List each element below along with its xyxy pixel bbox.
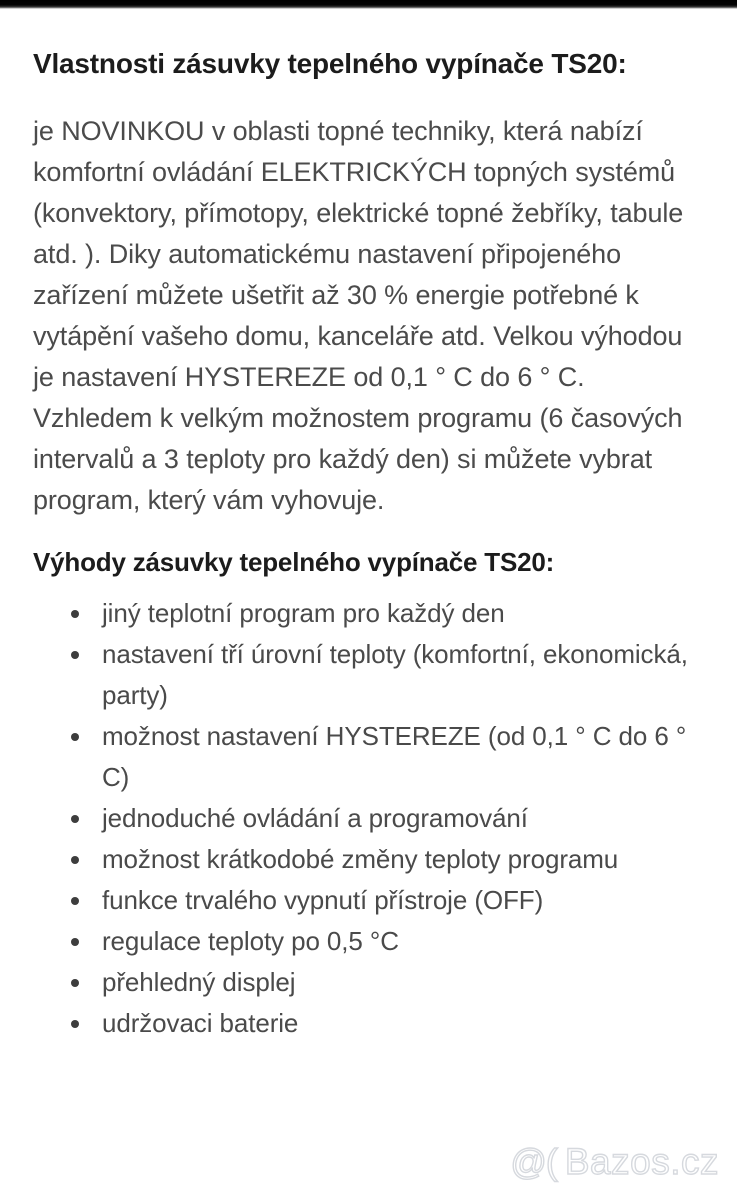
bullet-icon [71, 979, 79, 987]
bullet-icon [71, 1020, 79, 1028]
list-item-label: jiný teplotní program pro každý den [102, 598, 505, 628]
bullet-icon [71, 733, 79, 741]
list-item-label: nastavení tří úrovní teploty (komfortní, ekonomická, party) [102, 639, 688, 710]
bullet-icon [71, 938, 79, 946]
list-item [33, 634, 704, 716]
bullet-icon [71, 815, 79, 823]
bullet-icon [71, 651, 79, 659]
list-item-label: možnost nastavení HYSTEREZE (od 0,1 ° C do 6 ° C) [102, 721, 687, 792]
product-description-page [0, 9, 737, 1200]
list-item-label: udržovaci baterie [102, 1008, 299, 1038]
bullet-icon [71, 897, 79, 905]
bullet-icon [71, 610, 79, 618]
intro-paragraph: je NOVINKOU v oblasti topné techniky, která nabízí komfortní ovládání ELEKTRICKÝCH topných systémů (konvektory, přímotopy, elektrické topné žebříky, tabule atd. ). Diky automatickému nastavení připojeného zařízení můžete ušetřit až 30 % energie potřebné k vytápění vašeho domu, kanceláře atd. Velkou výhodou je nastavení HYSTEREZE od 0,1 ° C do 6 ° C. Vzhledem k velkým možnostem programu (6 časových intervalů a 3 teploty pro každý den) si můžete vybrat program, který vám vyhovuje. [33, 116, 684, 515]
benefits-heading: Výhody zásuvky tepelného vypínače TS20: [33, 547, 555, 577]
list-item [33, 880, 704, 921]
top-edge-bar [0, 0, 737, 9]
at-sign-icon: @( [510, 1140, 557, 1182]
page-title: Vlastnosti zásuvky tepelného vypínače TS20: [33, 48, 627, 79]
watermark-label: Bazos.cz [564, 1141, 719, 1182]
list-item [33, 962, 704, 1003]
benefits-list [33, 579, 704, 1044]
list-item [33, 593, 704, 634]
list-item [33, 1003, 704, 1044]
list-item-label: přehledný displej [102, 967, 296, 997]
list-item [33, 839, 704, 880]
list-item-label: možnost krátkodobé změny teploty programu [102, 844, 619, 874]
list-item [33, 798, 704, 839]
bullet-icon [71, 856, 79, 864]
list-item-label: jednoduché ovládání a programování [102, 803, 528, 833]
list-item-label: funkce trvalého vypnutí přístroje (OFF) [102, 885, 544, 915]
list-item [33, 921, 704, 962]
list-item [33, 716, 704, 798]
list-item-label: regulace teploty po 0,5 °C [102, 926, 399, 956]
